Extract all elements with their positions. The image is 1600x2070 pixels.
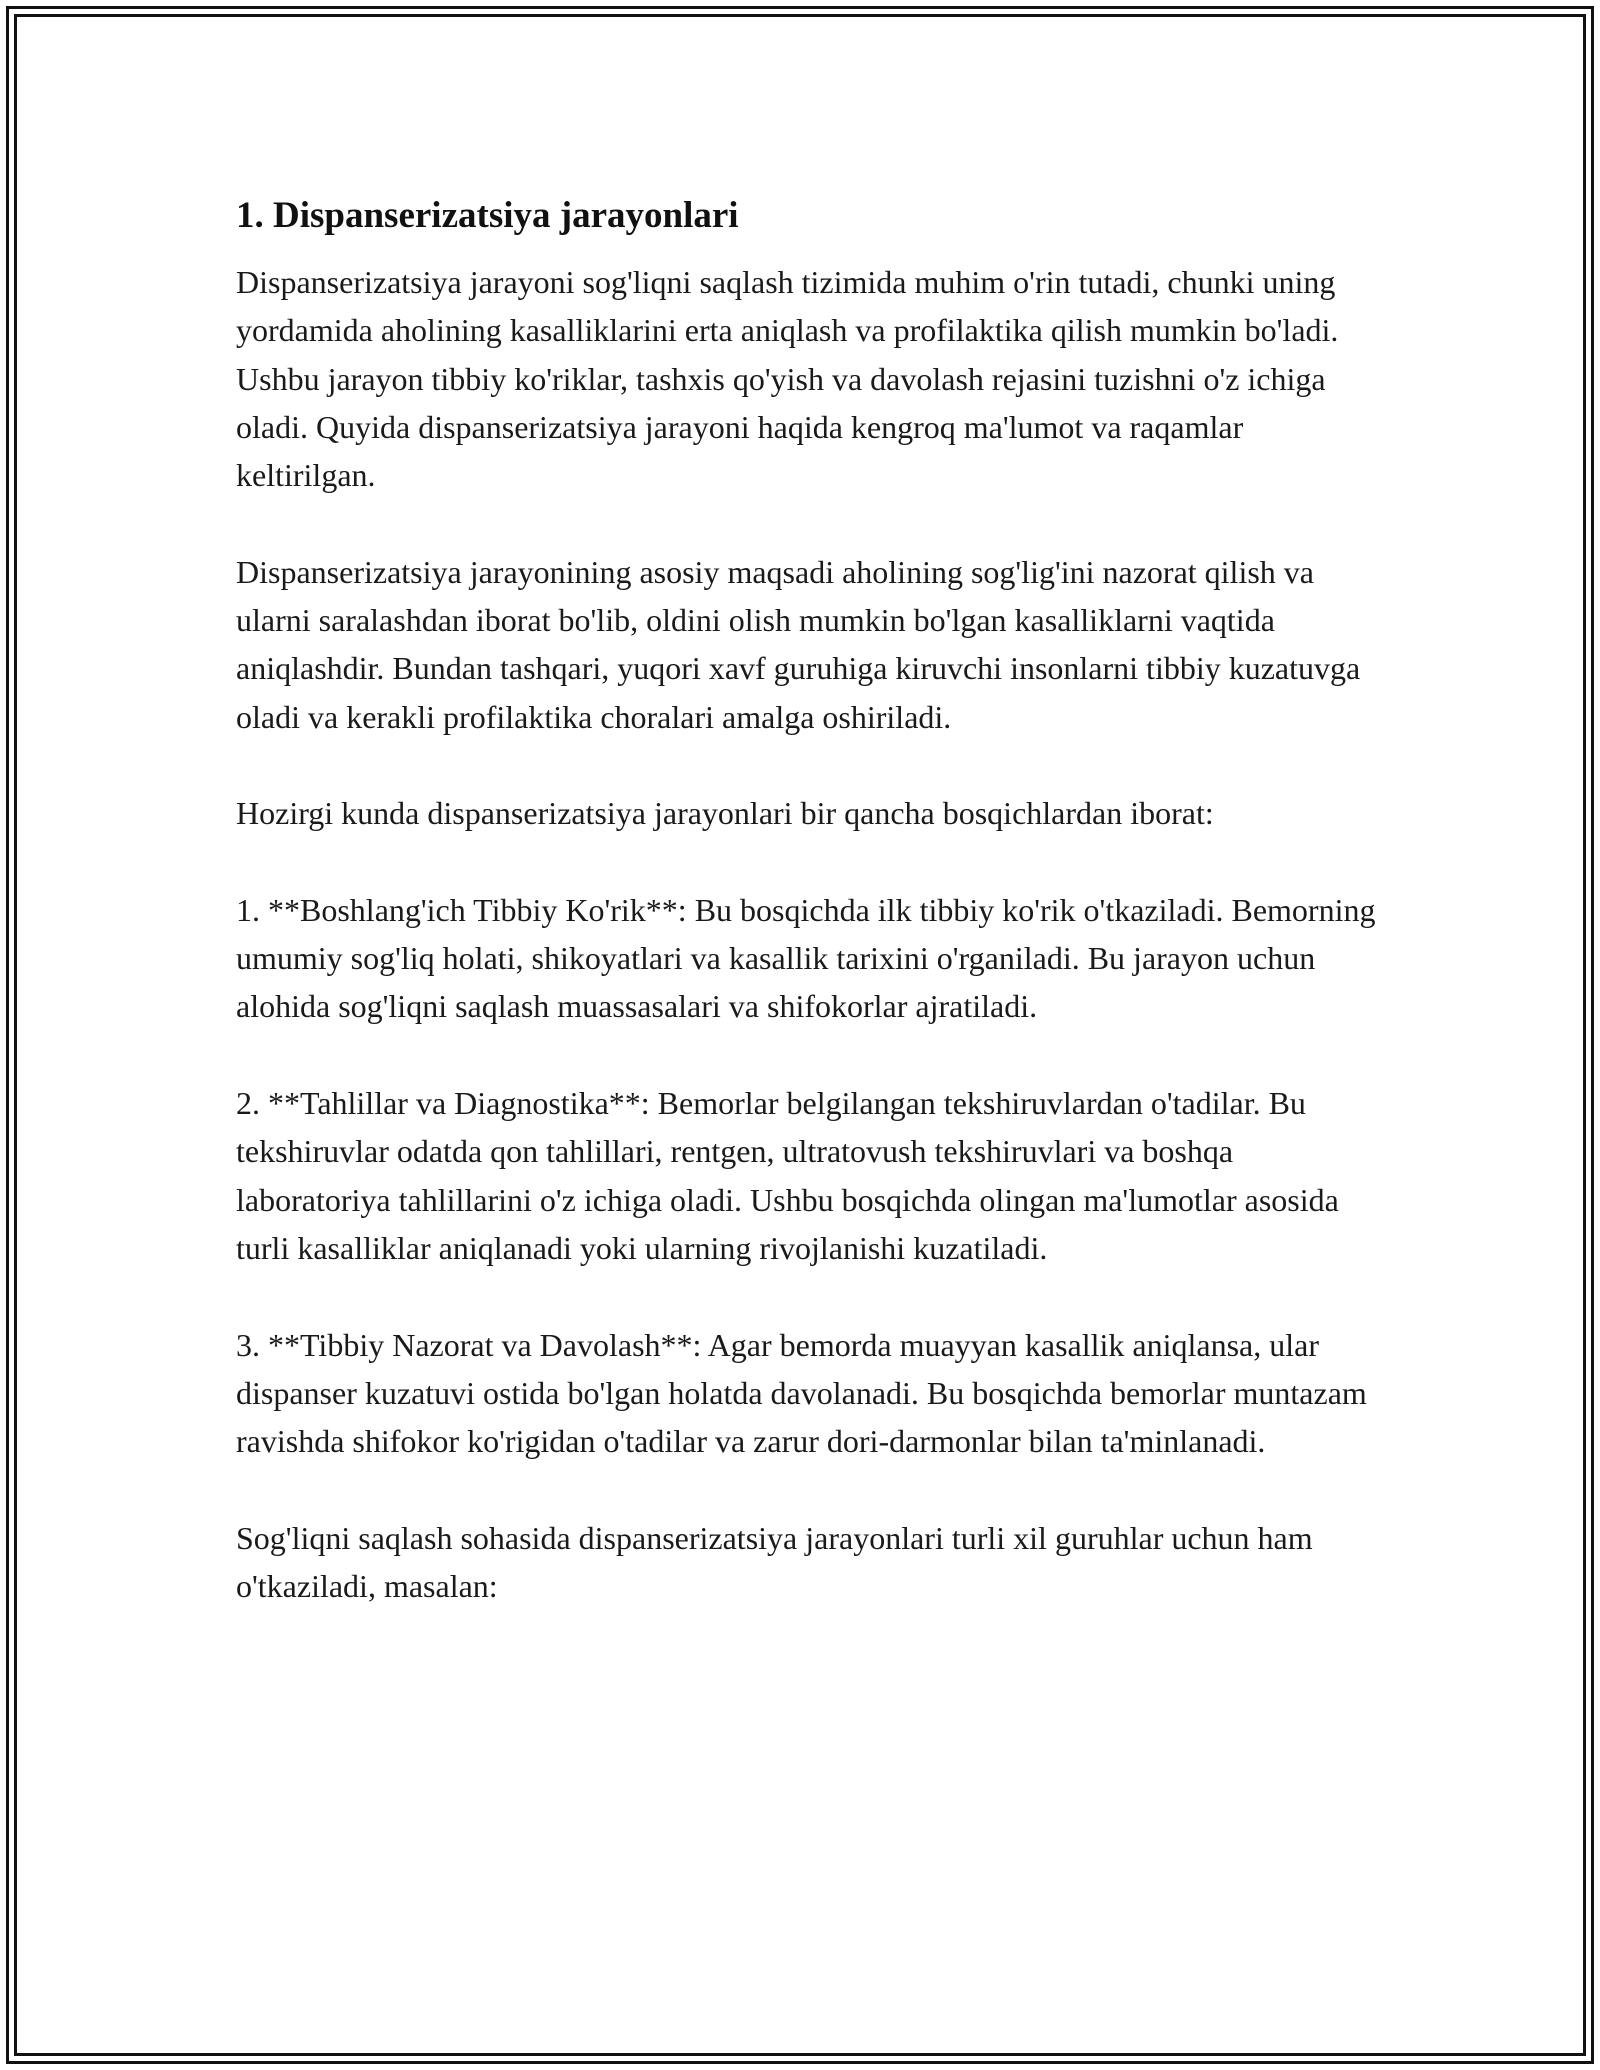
list-item-stage-1: 1. **Boshlang'ich Tibbiy Ko'rik**: Bu bosqichda ilk tibbiy ko'rik o'tkaziladi. Bemorning umumiy sog'liq holati, shikoyatlari va kasallik tarixini o'rganiladi. Bu jarayon uchun alohida sog'liqni saqlash muassasalari va shifokorlar ajratiladi.	[236, 891, 1376, 1025]
document-body	[236, 186, 1386, 1610]
paragraph-stages-intro: Hozirgi kunda dispanserizatsiya jarayonlari bir qancha bosqichlardan iborat:	[236, 795, 1214, 832]
paragraph-groups-intro: Sog'liqni saqlash sohasida dispanserizatsiya jarayonlari turli xil guruhlar uchun ham o'tkaziladi, masalan:	[236, 1519, 1313, 1605]
paragraph-purpose: Dispanserizatsiya jarayonining asosiy maqsadi aholining sog'lig'ini nazorat qilish va ularni saralashdan iborat bo'lib, oldini olish mumkin bo'lgan kasalliklarni vaqtida aniqlashdir. Bundan tashqari, yuqori xavf guruhiga kiruvchi insonlarni tibbiy kuzatuvga oladi va kerakli profilaktika choralari amalga oshiriladi.	[236, 553, 1361, 735]
section-heading: 1. Dispanserizatsiya jarayonlari	[236, 195, 739, 236]
list-item-stage-3: 3. **Tibbiy Nazorat va Davolash**: Agar bemorda muayyan kasallik aniqlansa, ular dispanser kuzatuvi ostida bo'lgan holatda davolanadi. Bu bosqichda bemorlar muntazam ravishda shifokor ko'rigidan o'tadilar va zarur dori-darmonlar bilan ta'minlanadi.	[236, 1326, 1367, 1460]
list-item-stage-2: 2. **Tahlillar va Diagnostika**: Bemorlar belgilangan tekshiruvlardan o'tadilar. Bu tekshiruvlar odatda qon tahlillari, rentgen, ultratovush tekshiruvlari va boshqa laboratoriya tahlillarini o'z ichiga oladi. Ushbu bosqichda olingan ma'lumotlar asosida turli kasalliklar aniqlanadi yoki ularning rivojlanishi kuzatiladi.	[236, 1085, 1339, 1266]
paragraph-intro: Dispanserizatsiya jarayoni sog'liqni saqlash tizimida muhim o'rin tutadi, chunki uning yordamida aholining kasalliklarini erta aniqlash va profilaktika qilish mumkin bo'ladi. Ushbu jarayon tibbiy ko'riklar, tashxis qo'yish va davolash rejasini tuzishni o'z ichiga oladi. Quyida dispanserizatsiya jarayoni haqida kengroq ma'lumot va raqamlar keltirilgan.	[236, 264, 1339, 494]
